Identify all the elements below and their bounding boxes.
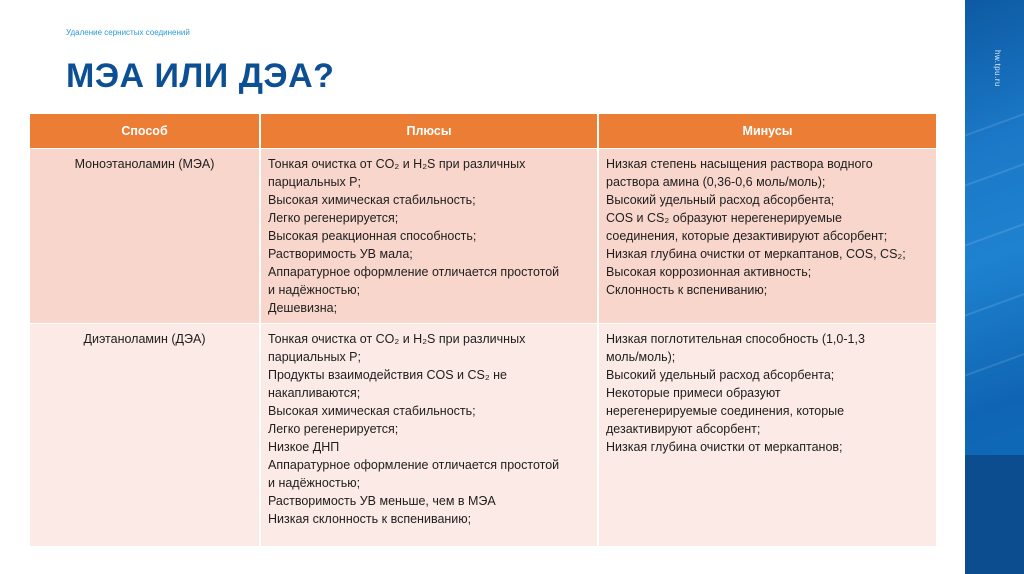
pros-line: Аппаратурное оформление отличается простотой	[268, 458, 560, 472]
column-header-cons: Минусы	[599, 114, 936, 148]
pros-line: Продукты взаимодействия COS и CS₂ не	[268, 368, 508, 382]
pros-line: Низкая склонность к вспениванию;	[268, 512, 472, 526]
pros-line: Низкое ДНП	[268, 440, 340, 454]
site-url: hw.tpu.ru	[993, 50, 1002, 87]
pros-line: парциальных P;	[268, 350, 361, 364]
pros-line: Дешевизна;	[268, 301, 338, 315]
cons-line: Высокий удельный расход абсорбента;	[606, 368, 835, 382]
table-header-row	[30, 114, 936, 148]
method-cell	[30, 149, 259, 323]
method-name: Моноэтаноламин (МЭА)	[74, 157, 215, 171]
cons-line: Низкая поглотительная способность (1,0-1,3	[606, 332, 865, 346]
side-band-dark-block	[965, 455, 1024, 574]
pros-line: Аппаратурное оформление отличается простотой	[268, 265, 560, 279]
pros-line: парциальных P;	[268, 175, 361, 189]
cons-line: нерегенерируемые соединения, которые	[606, 404, 845, 418]
method-cell	[30, 324, 259, 546]
cons-line: COS и CS₂ образуют нерегенерируемые	[606, 211, 842, 225]
cons-line: Низкая глубина очистки от меркаптанов, COS, CS₂;	[606, 247, 906, 261]
pros-line: Тонкая очистка от CO₂ и H₂S при различных	[268, 157, 526, 171]
column-header-pros: Плюсы	[261, 114, 597, 148]
cons-line: Низкая степень насыщения раствора водного	[606, 157, 873, 171]
cons-line: Высокий удельный расход абсорбента;	[606, 193, 835, 207]
section-subtitle: Удаление сернистых соединений	[66, 28, 190, 37]
table-row-dea	[30, 324, 936, 546]
comparison-table	[28, 113, 938, 547]
pros-line: Высокая реакционная способность;	[268, 229, 477, 243]
column-header-method: Способ	[30, 114, 259, 148]
cons-line: Низкая глубина очистки от меркаптанов;	[606, 440, 843, 454]
pros-line: Растворимость УВ меньше, чем в МЭА	[268, 494, 496, 508]
cons-line: соединения, которые дезактивируют абсорбент;	[606, 229, 888, 243]
cons-line: моль/моль);	[606, 350, 676, 364]
method-name: Диэтаноламин (ДЭА)	[83, 332, 206, 346]
cons-line: Склонность к вспениванию;	[606, 283, 768, 297]
pros-cell	[261, 324, 597, 546]
pros-line: накапливаются;	[268, 386, 361, 400]
cons-line: раствора амина (0,36-0,6 моль/моль);	[606, 175, 826, 189]
pros-cell	[261, 149, 597, 323]
cons-line: дезактивируют абсорбент;	[606, 422, 761, 436]
cons-line: Высокая коррозионная активность;	[606, 265, 812, 279]
pros-line: Растворимость УВ мала;	[268, 247, 413, 261]
cons-cell	[599, 324, 936, 546]
pros-line: Легко регенерируется;	[268, 211, 399, 225]
pros-line: Высокая химическая стабильность;	[268, 193, 476, 207]
table-row-mea	[30, 149, 936, 323]
pros-line: Тонкая очистка от CO₂ и H₂S при различных	[268, 332, 526, 346]
pros-line: Высокая химическая стабильность;	[268, 404, 476, 418]
pros-line: и надёжностью;	[268, 283, 361, 297]
pros-line: Легко регенерируется;	[268, 422, 399, 436]
cons-cell	[599, 149, 936, 323]
page-title: МЭА ИЛИ ДЭА?	[66, 57, 335, 95]
cons-line: Некоторые примеси образуют	[606, 386, 781, 400]
pros-line: и надёжностью;	[268, 476, 361, 490]
